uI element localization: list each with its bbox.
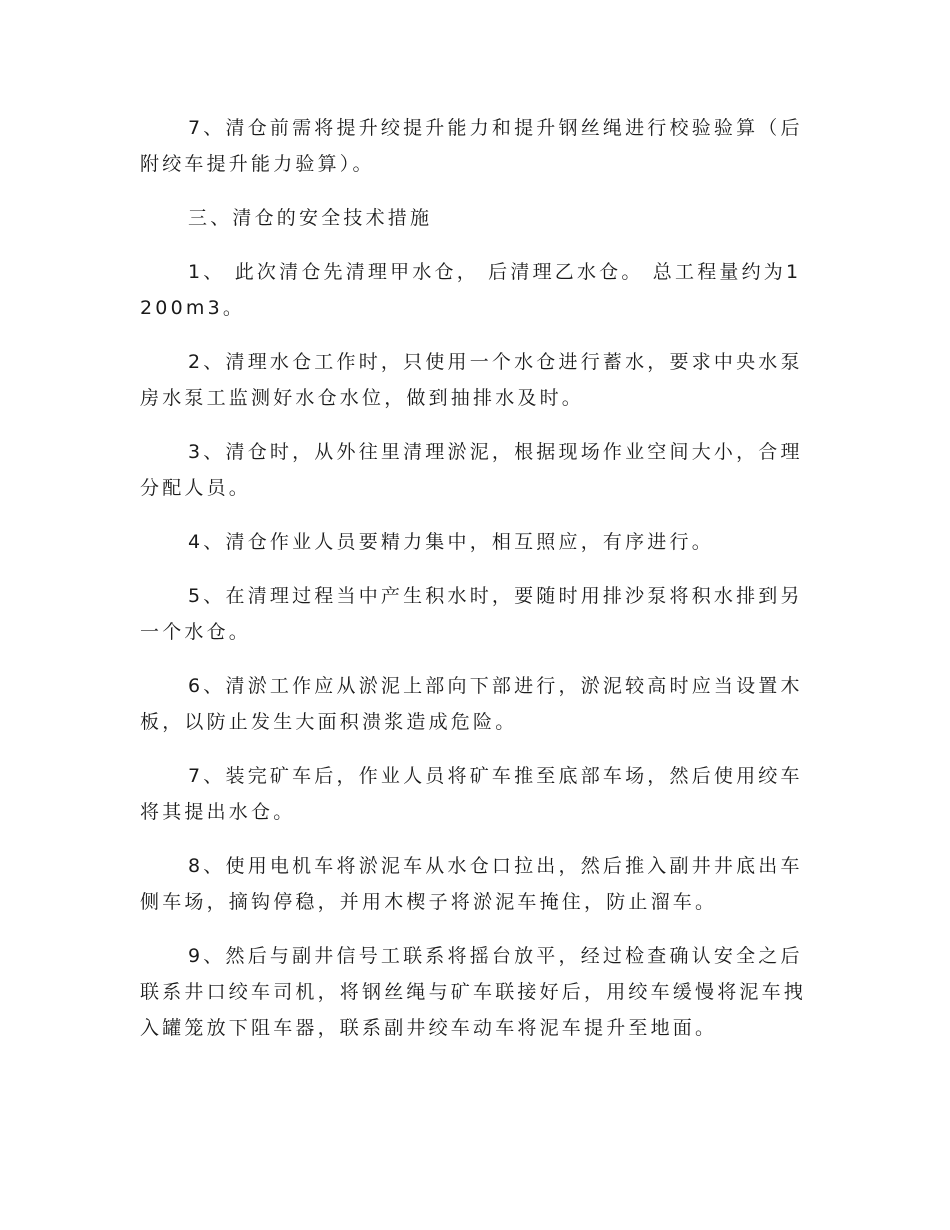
paragraph-item-1: 1、 此次清仓先清理甲水仓， 后清理乙水仓。 总工程量约为1200m3。	[140, 261, 802, 319]
paragraph-item-6: 6、清淤工作应从淤泥上部向下部进行，淤泥较高时应当设置木板，以防止发生大面积溃浆造成危险。	[140, 675, 803, 733]
section-heading-safety-measures: 三、清仓的安全技术措施	[188, 207, 433, 229]
paragraph-item-7: 7、装完矿车后，作业人员将矿车推至底部车场，然后使用绞车将其提出水仓。	[140, 765, 803, 823]
paragraph-item-7-verification: 7、清仓前需将提升绞提升能力和提升钢丝绳进行校验验算（后附绞车提升能力验算）。	[140, 117, 803, 175]
paragraph-item-4: 4、清仓作业人员要精力集中，相互照应，有序进行。	[188, 531, 714, 553]
paragraph-item-3: 3、清仓时，从外往里清理淤泥，根据现场作业空间大小，合理分配人员。	[140, 441, 803, 499]
paragraph-item-8: 8、使用电机车将淤泥车从水仓口拉出，然后推入副井井底出车侧车场，摘钩停稳，并用木楔子将淤泥车掩住，防止溜车。	[140, 855, 803, 913]
paragraph-item-2: 2、清理水仓工作时，只使用一个水仓进行蓄水，要求中央水泵房水泵工监测好水仓水位，做到抽排水及时。	[140, 351, 803, 409]
paragraph-item-9: 9、然后与副井信号工联系将摇台放平，经过检查确认安全之后联系井口绞车司机，将钢丝绳与矿车联接好后，用绞车缓慢将泥车拽入罐笼放下阻车器，联系副井绞车动车将泥车提升至地面。	[140, 945, 807, 1039]
paragraph-item-5: 5、在清理过程当中产生积水时，要随时用排沙泵将积水排到另一个水仓。	[140, 585, 803, 643]
document-body	[140, 110, 815, 1046]
